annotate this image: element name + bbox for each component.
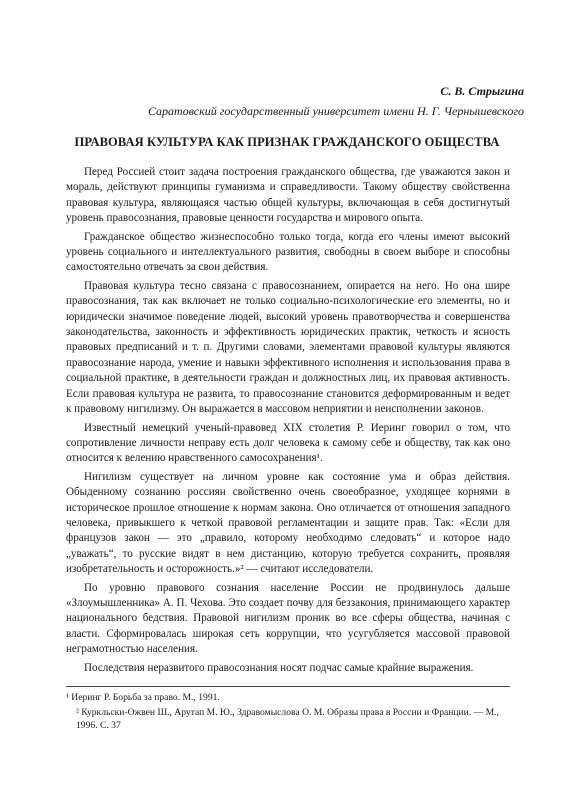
paragraph: Последствия неразвитого правосознания носят подчас самые крайние выражения. [84,661,474,674]
footnotes [66,686,510,734]
paragraph: Известный немецкий ученый-правовед XIX столетия Р. Иеринг говорил о том, что сопротивление личности неправу есть долг человека к самому себе и обществу, так как оно относится к велению нравственного самосохранения¹. [66,421,510,465]
paragraph: По уровню правового сознания население России не продвинулось дальше «Злоумышленника» А. П. Чехова. Это создает почву для беззакония, принимающего характер национального бедствия. Правовой нигилизм проник во все сферы общества, начиная с власти. Сформировалась широкая сеть коррупции, что усугубляется массовой правовой неграмотностью населения. [66,581,510,656]
paragraph: Правовая культура тесно связана с правосознанием, опирается на него. Но она шире правосознания, так как включает не только социально-психологические его элементы, но и юридически значимое поведение людей, высокий уровень правотворчества и совершенства законодательства, законность и эффективность юридических практик, четкость и ясность правовых предписаний и т. п. Другими словами, элементами правовой культуры являются правосознание народа, умение и навыки эффективного исполнения и использования права в социальной практике, в деятельности граждан и должностных лиц, их правовая активность. Если правовая культура не развита, то правосознание становится деформированным и ведет к правовому нигилизму. Он выражается в массовом неприятии и неисполнении законов. [66,279,510,416]
article-body [66,165,510,679]
author-affiliation: Саратовский государственный университет имени Н. Г. Чернышевского [147,104,524,118]
paragraph: Гражданское общество жизнеспособно только тогда, когда его члены имеют высокий уровень социального и интеллектуального развития, свободны в своем выборе и способны самостоятельно отвечать за свои действия. [66,230,510,274]
footnote: ² Куркльски-Ожвен Ш., Арутап М. Ю., Здравомыслова О. М. Образы права в России и Франции. — М., 1996. С. 37 [76,707,499,731]
footnote: ¹ Иеринг Р. Борьба за право. М., 1991. [66,692,220,703]
article-title: ПРАВОВАЯ КУЛЬТУРА КАК ПРИЗНАК ГРАЖДАНСКОГО ОБЩЕСТВА [74,135,500,149]
paragraph: Нигилизм существует на личном уровне как состояние ума и образ действия. Обыденному сознанию россиян свойственно очень своеобразное, уходящее корнями в историческое прошлое отношение к нормам закона. Оно отличается от отношения западного человека, привыкшего к четкой правовой регламентации и защите прав. Так: «Если для французов закон — это „правило, которому необходимо следовать“ и которое надо „уважать“, то русские видят в нем дистанцию, которую требуется сохранить, проявляя изобретательность и осторожность.»² — считают исследователи. [66,470,510,576]
author-name: С. В. Стрыгина [440,84,524,98]
paragraph: Перед Россией стоит задача построения гражданского общества, где уважаются закон и мораль, действуют принципы гуманизма и справедливости. Такому обществу свойственна правовая культура, являющаяся частью общей культуры, включающая в себя достигнутый уровень правосознания, правовые ценности государства и мирового опыта. [66,166,510,225]
